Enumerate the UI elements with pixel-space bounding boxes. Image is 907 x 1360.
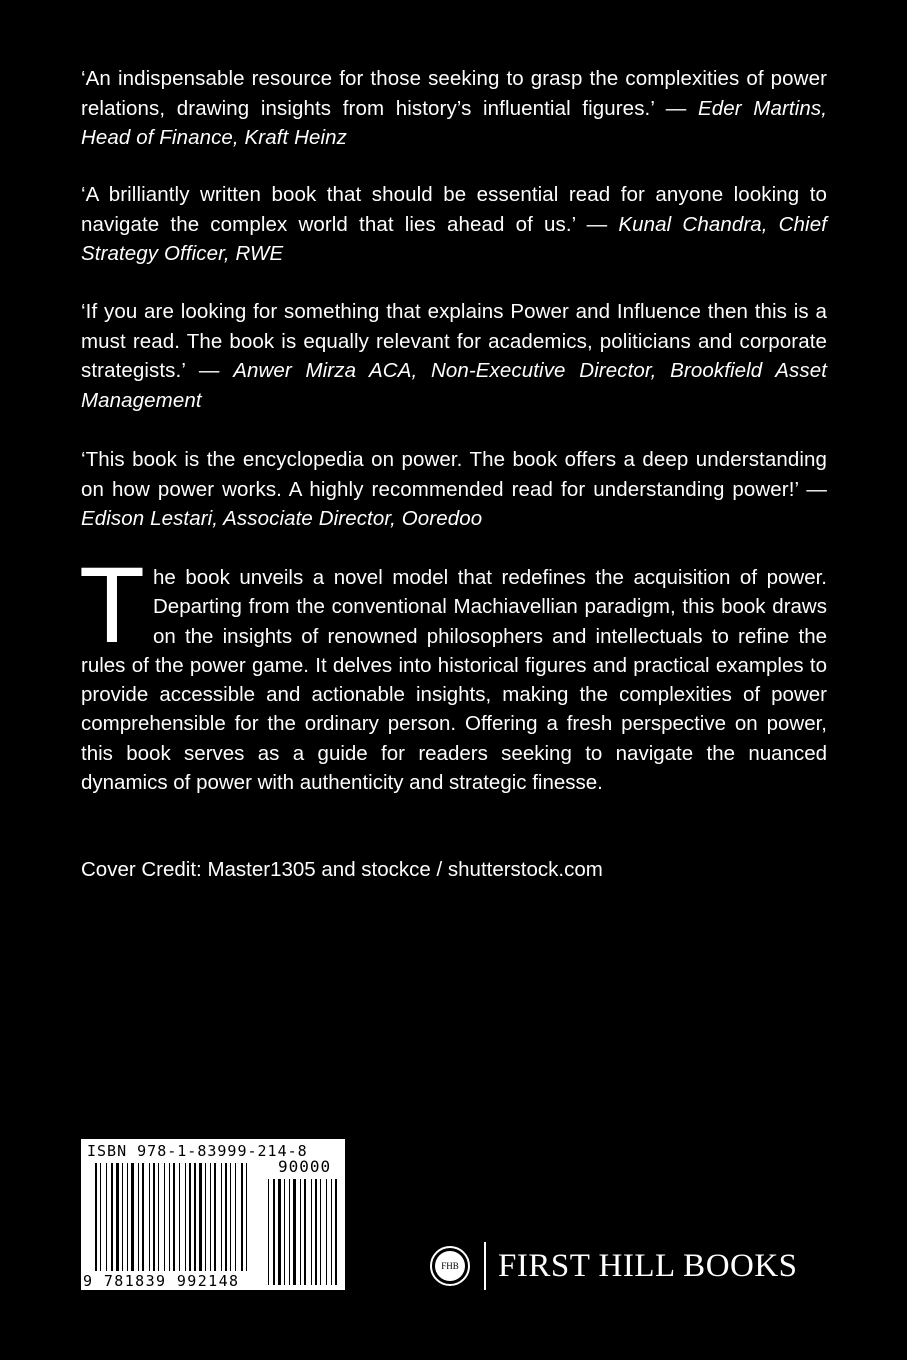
quote-attribution: Edison Lestari, Associate Director, Ooredoo [81, 507, 483, 530]
quote-text: ‘A brilliantly written book that should be essential read for anyone looking to navigate the complex world that lies ahead of us.’ — [81, 183, 827, 236]
quote-text: ‘If you are looking for something that explains Power and Influence then this is a must read. The book is equally relevant for academics, politicians and corporate strategists.’ — [81, 300, 827, 382]
quote-text: ‘An indispensable resource for those seeking to grasp the complexities of power relations, drawing insights from history’s influential figures.’ — [81, 67, 827, 120]
publisher-divider [484, 1242, 486, 1290]
price-code: 90000 [278, 1157, 332, 1176]
isbn-barcode [81, 1139, 345, 1290]
endorsement-quote-4 [81, 445, 827, 534]
endorsement-quote-3 [81, 297, 827, 415]
description-text: he book unveils a novel model that redefines the acquisition of power. Departing from the conventional Machiavellian paradigm, this book draws on the insights of renowned philosophers and intellectuals to refine the rules of the power game. It delves into historical figures and practical examples to provide accessible and actionable insights, making the complexities of power comprehensible for the ordinary person. Offering a fresh perspective on power, this book serves as a guide for readers seeking to navigate the nuanced dynamics of power with authenticity and strategic finesse. [81, 566, 827, 795]
quote-attribution: Anwer Mirza ACA, Non-Executive Director, Brookfield Asset Management [81, 359, 827, 412]
quote-attribution: Eder Martins, Head of Finance, Kraft Heinz [81, 96, 828, 149]
cover-credit: Cover Credit: Master1305 and stockce / shutterstock.com [81, 858, 603, 881]
quote-attribution: Kunal Chandra, Chief Strategy Officer, RWE [81, 212, 828, 265]
publisher-name: FIRST HILL BOOKS [498, 1248, 798, 1284]
endorsement-quote-1 [81, 64, 827, 153]
book-description [79, 544, 827, 797]
publisher-brand [430, 1240, 820, 1292]
drop-cap: T [79, 544, 145, 665]
publisher-logo-text: FHB [435, 1251, 465, 1281]
publisher-logo-icon [430, 1246, 470, 1286]
endorsement-quote-2 [81, 180, 827, 269]
isbn-label: ISBN 978-1-83999-214-8 [87, 1142, 308, 1160]
quote-text: ‘This book is the encyclopedia on power. The book offers a deep understanding on how power works. A highly recommended read for understanding power!’ — [81, 448, 827, 501]
barcode-digits: 9 781839 992148 [83, 1272, 240, 1290]
